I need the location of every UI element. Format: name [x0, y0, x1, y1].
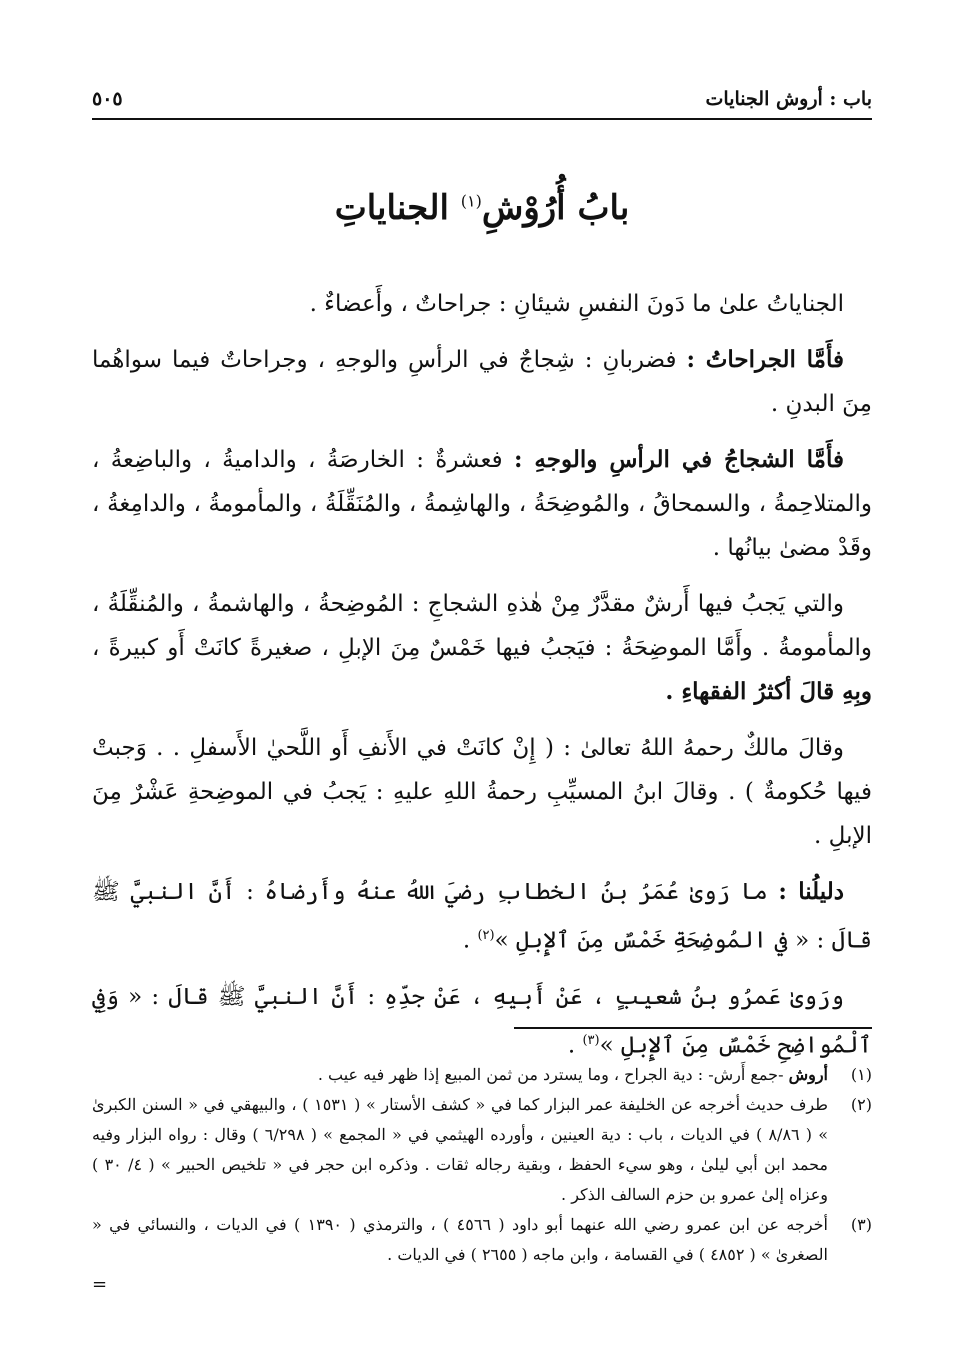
paragraph	[92, 726, 872, 858]
chapter-title-end: الجناياتِ	[334, 188, 449, 228]
running-head-title: باب : أروش الجنايات	[705, 88, 872, 110]
paragraph-lead: فأَمَّا الشجاجُ في الرأسِ والوجهِ :	[513, 446, 844, 473]
chapter-footnote-ref: (١)	[460, 191, 482, 211]
footnote-body: أخرجه عن ابن عمرو رضي الله عنهما أبو داود ( ٤٥٦٦ ) ، والترمذي ( ١٣٩٠ ) في الديات ، والنسائي في « الصغرىٰ » ( ٤٨٥٢ ) في القسامة ، وابن ماجه ( ٢٦٥٥ ) في الديات .	[92, 1215, 828, 1264]
footnote-number: (٢)	[850, 1095, 872, 1114]
paragraph	[92, 975, 872, 1068]
paragraph-text: الجناياتُ علىٰ ما دَونَ النفسِ شيئانِ : جراحاتٌ ، وأَعضاءٌ .	[309, 291, 844, 317]
paragraph-end: .	[567, 1032, 583, 1059]
footnote-body: -جمع أَرش- : دية الجراح ، وما يسترد من ثمن المبيع إذا ظهر فيه عيب .	[317, 1065, 789, 1084]
footnote-text	[92, 1060, 828, 1090]
continuation-mark: =	[92, 1274, 108, 1295]
body-text	[92, 282, 872, 1079]
footnote-ref: (٣)	[582, 1032, 600, 1048]
page-number: ٥٠٥	[92, 88, 123, 110]
footnote-lead: أروش	[788, 1065, 828, 1084]
footnote-separator	[514, 1027, 872, 1029]
footnote-body: طرف حديث أخرجه عن الخليفة عمر البزار كما في « كشف الأستار » ( ١٥٣١ ) ، والبيهقي في « السنن الكبرىٰ » ( ٨/٨٦ ) في الديات ، باب : دية العينين ، وأورده الهيثمي في « المجمع » ( ٦/٢٩٨ ) وقال : رواه البزار وفيه محمد ابن أبي ليلىٰ ، وهو سيء الحفظ ، وبقية رجاله ثقات . وذكره ابن حجر في « تلخيص الحبير » ( ٤/ ٣٠ ) وعزاه إلىٰ عمرو بن حزم السالف الذكر .	[92, 1095, 829, 1204]
paragraph	[92, 282, 872, 326]
paragraph-end: .	[462, 927, 478, 954]
footnotes	[92, 1060, 872, 1270]
chapter-title-start: بابُ أُرُوْشِ	[481, 188, 630, 228]
chapter-title	[92, 188, 872, 228]
footnote-ref: (٢)	[477, 928, 495, 943]
paragraph-text: ورَوىٰ عَمرُو بنُ شعيبٍ ، عَنْ أَبيهِ ، عَنْ جدِّهِ : أَنَّ النبيَّ ﷺ قالَ : « وَفِي ٱلْمُواضِحِ خَمْسٌ مِنَ ٱلإِبلِ »	[92, 983, 872, 1059]
footnote	[92, 1090, 872, 1210]
paragraph-lead: دليلُنا :	[778, 878, 844, 905]
paragraph	[92, 582, 872, 714]
paragraph-text: والتي يَجبُ فيها أَرشٌ مقدَّرٌ مِنْ هٰذهِ الشجاجِ : المُوضِحةُ ، والهاشمةُ ، والمُنقِّلَةُ ، والمأمومةُ . وأَمَّا الموضِحَةُ : فيَجبُ فيها خَمْسٌ مِنَ الإبلِ ، صغيرةً كانَتْ أَو كبيرةً ،	[92, 591, 872, 661]
paragraph-text: وقالَ مالكٌ رحمهُ اللهُ تعالىٰ : ( إِنْ كانَتْ في الأَنفِ أَو اللَّحيٰ الأَسفلِ . . وَجبتْ فيها حُكومةٌ ) . وقالَ ابنُ المسيِّبِ رحمةُ اللهِ عليهِ : يَجبُ في الموضِحةِ عَشْرٌ مِنَ الإبلِ .	[92, 735, 872, 849]
footnote	[92, 1210, 872, 1270]
header-rule	[92, 118, 872, 120]
footnote-number: (١)	[850, 1065, 872, 1084]
paragraph-text: ما رَوىٰ عُمَرُ بنُ الخطابِ رضيَ اللهُ عنهُ وأَرضاهُ : أَنَّ النبيَّ ﷺ قالَ : « في المُوضِحَةِ خَمْسٌ مِنَ ٱلإِبلِ »	[92, 879, 872, 954]
paragraph-tail: وبِهِ قالَ أكثرُ الفقهاءِ .	[665, 678, 872, 705]
paragraph	[92, 870, 872, 963]
paragraph	[92, 338, 872, 426]
paragraph	[92, 438, 872, 570]
paragraph-lead: فأَمَّا الجراحاتُ :	[686, 346, 844, 373]
paragraph-text: فضربانِ : شِجاجٌ في الرأسِ والوجهِ ، وجراحاتٌ فيما سواهُما مِنَ البدنِ .	[92, 347, 872, 417]
footnote-number: (٣)	[850, 1215, 872, 1234]
footnote	[92, 1060, 872, 1090]
running-head	[92, 84, 872, 114]
paragraph-text: فعشرةٌ : الخارصَةُ ، والداميةُ ، والباضِعةُ ، والمتلاحِمةُ ، والسمحاقُ ، والمُوضِحَةُ ، والهاشِمةُ ، والمُنَقِّلَةُ ، والمأمومةُ ، والدامِغةُ ، وقَدْ مضىٰ بيانُها .	[92, 447, 872, 561]
